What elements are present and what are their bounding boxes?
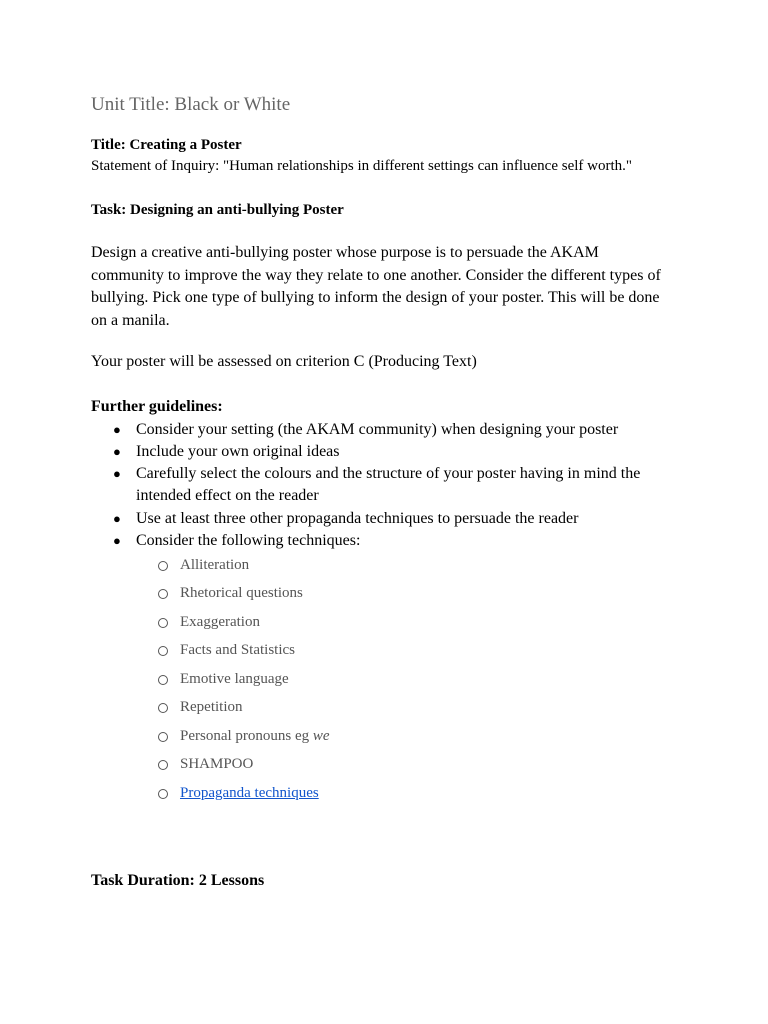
hollow-bullet-icon — [158, 703, 168, 713]
technique-item: Emotive language — [0, 672, 768, 694]
guideline-item: ● Include your own original ideas — [0, 441, 768, 463]
technique-item: SHAMPOO — [0, 757, 768, 779]
hollow-bullet-icon — [158, 618, 168, 628]
hollow-bullet-icon — [158, 732, 168, 742]
hollow-bullet-icon — [158, 561, 168, 571]
guideline-item: ● Carefully select the colours and the structure of your poster having in mind the — [0, 463, 768, 485]
unit-title: Unit Title: Black or White — [91, 94, 291, 115]
description-line: community to improve the way they relate to one another. Consider the different types of — [91, 266, 661, 284]
task-duration: Task Duration: 2 Lessons — [91, 872, 265, 889]
guideline-item: ● Consider your setting (the AKAM community) when designing your poster — [0, 419, 768, 441]
description-line: bullying. Pick one type of bullying to inform the design of your poster. This will be done — [91, 289, 660, 306]
description-line: Design a creative anti-bullying poster whose purpose is to persuade the AKAM — [91, 244, 599, 261]
task-description — [91, 242, 691, 332]
bullet-icon: ● — [113, 533, 121, 548]
further-guidelines-heading: Further guidelines: — [91, 398, 223, 415]
technique-item: Facts and Statistics — [0, 643, 768, 665]
bullet-icon: ● — [113, 422, 121, 437]
guideline-item: ● Consider the following techniques: — [0, 530, 768, 552]
statement-of-inquiry: Statement of Inquiry: "Human relationships in different settings can influence self worth." — [91, 158, 633, 174]
bullet-icon: ● — [113, 444, 121, 459]
technique-item: Rhetorical questions — [0, 586, 768, 608]
guideline-item: ● Use at least three other propaganda techniques to persuade the reader — [0, 508, 768, 530]
bullet-icon: ● — [113, 466, 121, 481]
propaganda-techniques-link[interactable]: Propaganda techniques — [180, 785, 319, 801]
hollow-bullet-icon — [158, 646, 168, 656]
bullet-icon: ● — [113, 511, 121, 526]
guideline-item-continuation: intended effect on the reader — [136, 487, 319, 504]
task-heading: Task: Designing an anti-bullying Poster — [91, 202, 344, 218]
assessment-criterion: Your poster will be assessed on criterion C (Producing Text) — [91, 353, 477, 370]
description-line: on a manila. — [91, 311, 170, 329]
hollow-bullet-icon — [158, 589, 168, 599]
technique-item — [0, 786, 768, 808]
hollow-bullet-icon — [158, 760, 168, 770]
hollow-bullet-icon — [158, 789, 168, 799]
technique-item: Repetition — [0, 700, 768, 722]
task-title: Title: Creating a Poster — [91, 137, 242, 153]
technique-item: Personal pronouns eg we — [0, 729, 768, 751]
technique-item: Exaggeration — [0, 615, 768, 637]
hollow-bullet-icon — [158, 675, 168, 685]
technique-item: Alliteration — [0, 558, 768, 580]
